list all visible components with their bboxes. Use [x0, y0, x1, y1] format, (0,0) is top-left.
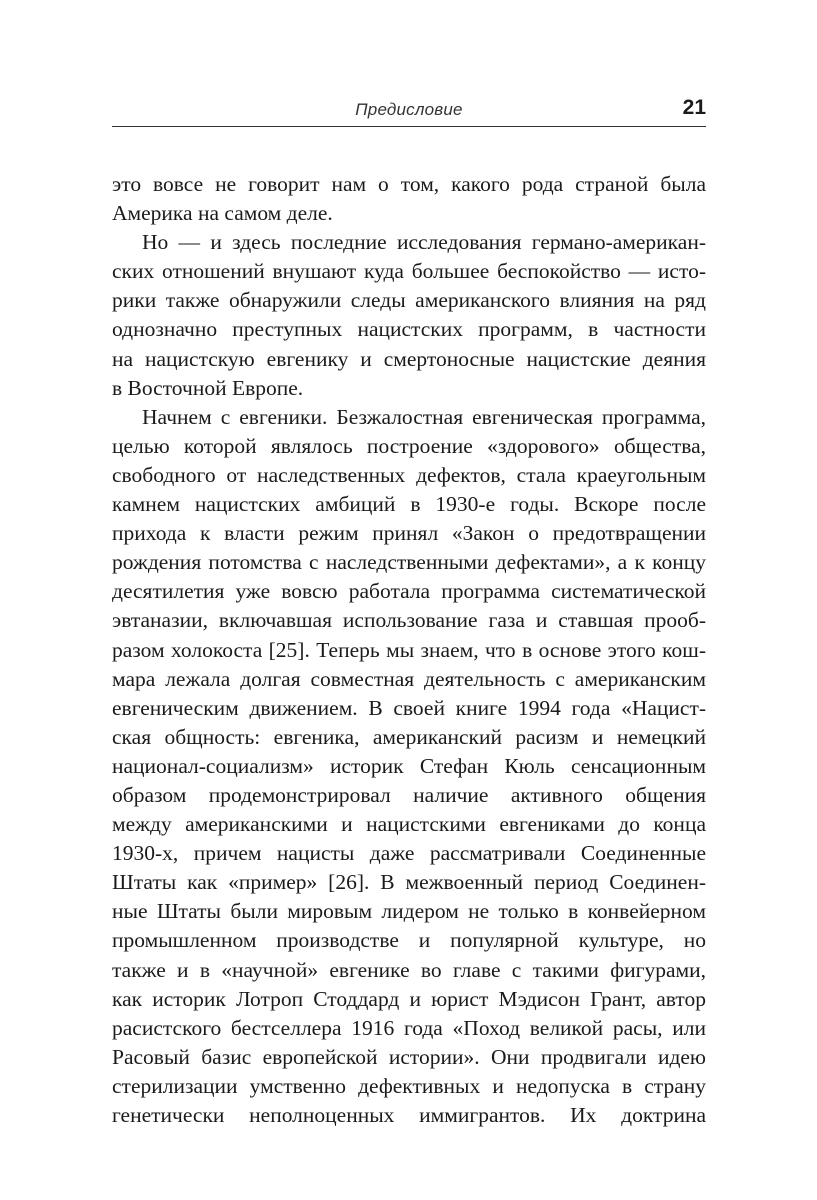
text-line: 1930-х, причем нацисты даже рассматривали Соединенные [112, 841, 706, 866]
text-line: Начнем с евгеники. Безжалостная евгеническая программа, [142, 404, 706, 429]
text-line: как историк Лотроп Стоддард и юрист Мэдисон Грант, автор [112, 986, 706, 1011]
text-line: это вовсе не говорит нам о том, какого рода страной была [112, 172, 706, 196]
text-line: стерилизации умственно дефективных и недопуска в страну [112, 1073, 706, 1098]
text-line: эвтаназии, включавшая использование газа и ставшая прооб- [112, 608, 706, 633]
text-line: Штаты как «пример» [26]. В межвоенный период Соединен- [112, 870, 706, 895]
text-line: десятилетия уже вовсю работала программа систематической [112, 579, 706, 604]
text-line: национал-социализм» историк Стефан Кюль сенсационным [112, 753, 706, 778]
text-line: ская общность: евгеника, американский расизм и немецкий [112, 724, 706, 749]
text-line: мара лежала долгая совместная деятельность с американским [112, 666, 706, 691]
text-line: однозначно преступных нацистских программ, в частности [112, 317, 706, 342]
text-line: Расовый базис европейской истории». Они продвигали идею [112, 1044, 706, 1069]
text-line: генетически неполноценных иммигрантов. Их доктрина [112, 1103, 706, 1127]
text-line: между американскими и нацистскими евгениками до конца [112, 812, 706, 837]
text-line: камнем нацистских амбиций в 1930-е годы. Вскоре после [112, 492, 706, 517]
text-line: также и в «научной» евгенике во главе с такими фигурами, [112, 957, 706, 982]
text-line: в Восточной Европе. [112, 375, 304, 400]
text-line: свободного от наследственных дефектов, стала краеугольным [112, 462, 706, 487]
text-line: целью которой являлось построение «здорового» общества, [112, 433, 706, 458]
text-line: ских отношений внушают куда большее беспокойство — исто- [112, 259, 706, 284]
text-line: рики также обнаружили следы американского влияния на ряд [112, 288, 706, 313]
text-line: расистского бестселлера 1916 года «Поход великой расы, или [112, 1015, 706, 1040]
text-line: Но — и здесь последние исследования германо-американ- [142, 230, 706, 255]
text-line: ные Штаты были мировым лидером не только в конвейерном [112, 899, 706, 924]
running-title: Предисловие [355, 100, 463, 119]
text-line: промышленном производстве и популярной культуре, но [112, 928, 706, 953]
text-line: образом продемонстрировал наличие активного общения [112, 782, 706, 807]
text-line: евгеническим движением. В своей книге 1994 года «Нацист- [112, 695, 706, 720]
page-number: 21 [682, 96, 706, 119]
text-line: Америка на самом деле. [112, 201, 333, 226]
text-line: разом холокоста [25]. Теперь мы знаем, что в основе этого кош- [112, 637, 706, 662]
text-line: прихода к власти режим принял «Закон о предотвращении [112, 521, 706, 546]
running-header [112, 96, 706, 127]
body-text [112, 170, 706, 1130]
text-line: на нацистскую евгенику и смертоносные нацистские деяния [112, 346, 706, 371]
text-line: рождения потомства с наследственными дефектами», а к концу [112, 550, 706, 575]
